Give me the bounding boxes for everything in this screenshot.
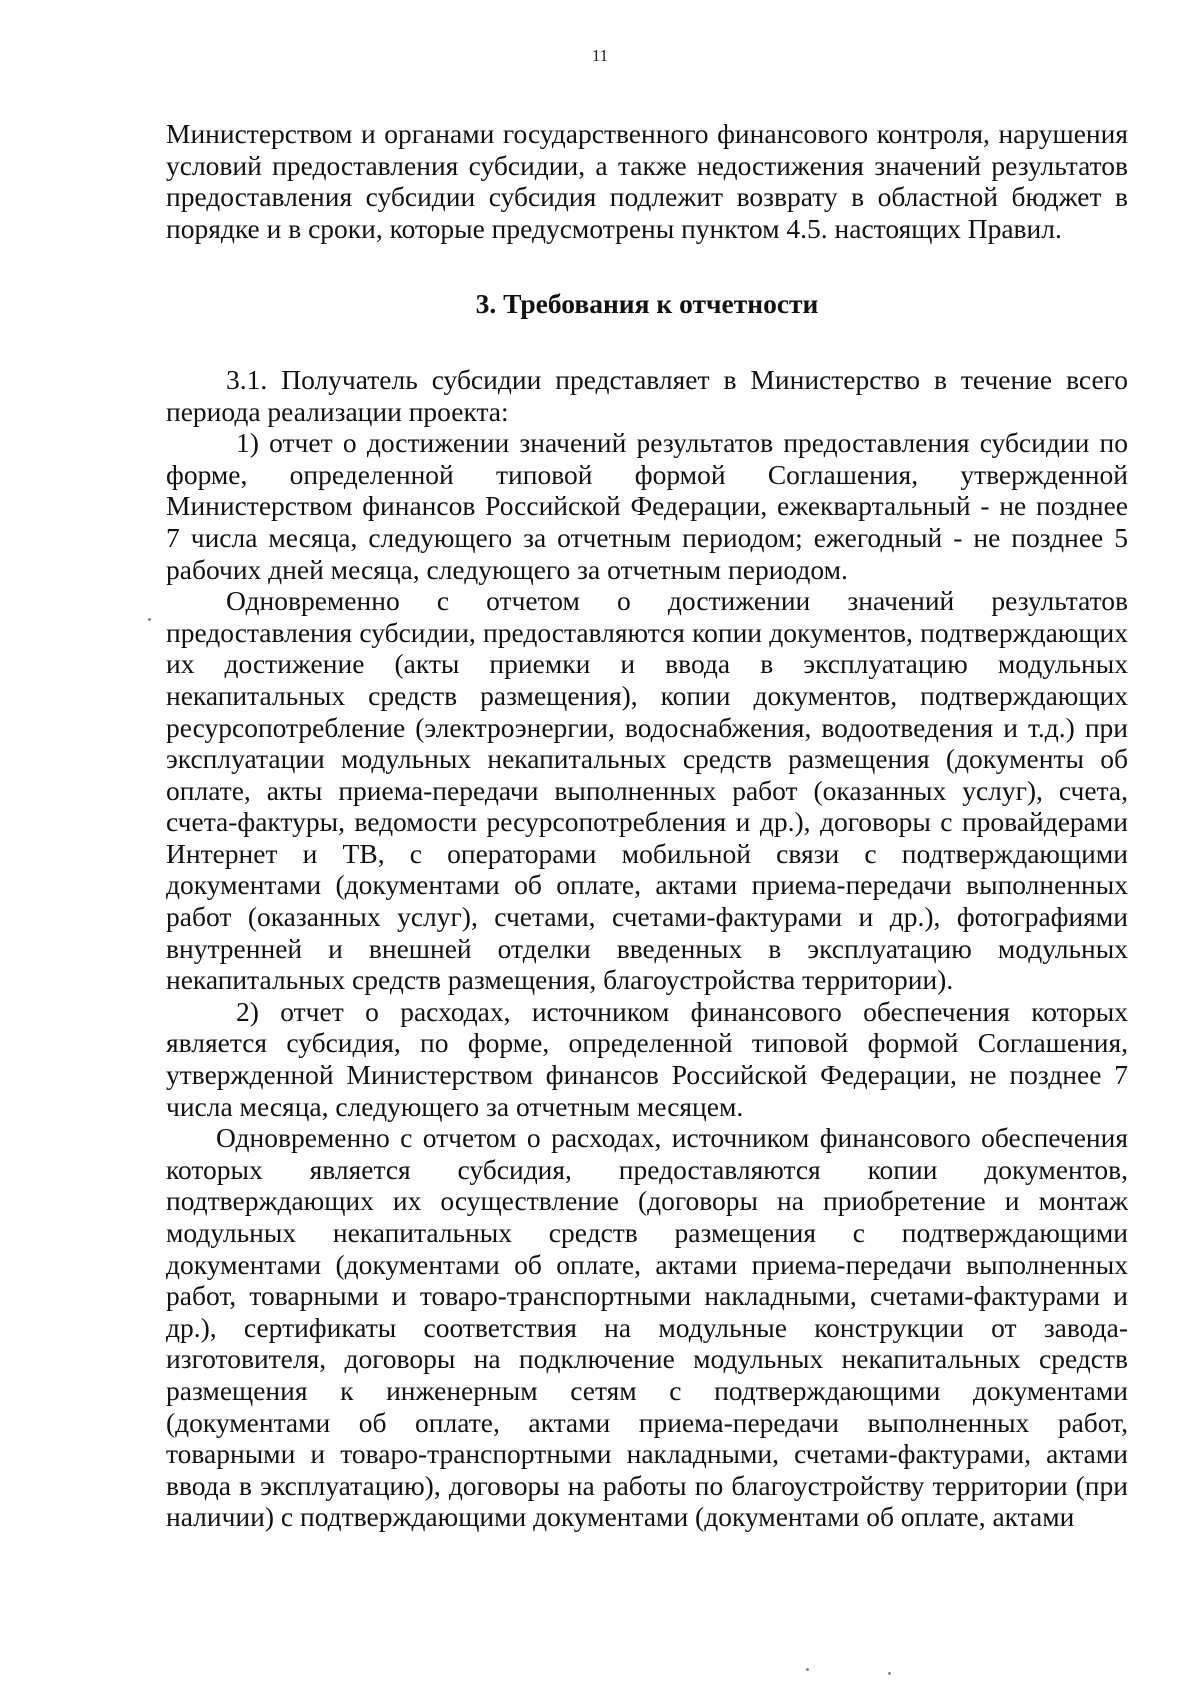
document-body xyxy=(166,118,1128,1533)
scan-speck xyxy=(148,618,151,621)
paragraph-item-1: 1) отчет о достижении значений результатов предоставления субсидии по форме, определенной типовой формой Соглашения, утвержденной Министерством финансов Российской Федерации, ежеквартальный - не позднее 7 числа месяца, следующего за отчетным периодом; ежегодный - не позднее 5 рабочих дней месяца, следующего за отчетным периодом. xyxy=(166,427,1128,585)
paragraph-item-1-documents: Одновременно с отчетом о достижении значений результатов предоставления субсидии, предоставляются копии документов, подтверждающих их достижение (акты приемки и ввода в эксплуатацию модульных некапитальных средств размещения), копии документов, подтверждающих ресурсопотребление (электроэнергии, водоснабжения, водоотведения и т.д.) при эксплуатации модульных некапитальных средств размещения (документы об оплате, акты приема-передачи выполненных работ (оказанных услуг), счета, счета-фактуры, ведомости ресурсопотребления и др.), договоры с провайдерами Интернет и ТВ, с операторами мобильной связи с подтверждающими документами (документами об оплате, актами приема-передачи выполненных работ (оказанных услуг), счетами, счетами-фактурами и др.), фотографиями внутренней и внешней отделки введенных в эксплуатацию модульных некапитальных средств размещения, благоустройства территории). xyxy=(166,585,1128,996)
paragraph-continuation: Министерством и органами государственного финансового контроля, нарушения условий предоставления субсидии, а также недостижения значений результатов предоставления субсидии субсидия подлежит возврату в областной бюджет в порядке и в сроки, которые предусмотрены пунктом 4.5. настоящих Правил. xyxy=(166,118,1128,244)
scan-speck xyxy=(806,1668,809,1671)
section-heading: 3. Требования к отчетности xyxy=(475,288,819,320)
page-number: 11 xyxy=(591,46,609,65)
paragraph-item-2-documents: Одновременно с отчетом о расходах, источником финансового обеспечения которых является субсидия, предоставляются копии документов, подтверждающих их осуществление (договоры на приобретение и монтаж модульных некапитальных средств размещения с подтверждающими документами (документами об оплате, актами приема-передачи выполненных работ, товарными и товаро-транспортными накладными, счетами-фактурами и др.), сертификаты соответствия на модульные конструкции от завода-изготовителя, договоры на подключение модульных некапитальных средств размещения к инженерным сетям с подтверждающими документами (документами об оплате, актами приема-передачи выполненных работ, товарными и товаро-транспортными накладными, счетами-фактурами, актами ввода в эксплуатацию), договоры на работы по благоустройству территории (при наличии) с подтверждающими документами (документами об оплате, актами xyxy=(166,1122,1128,1533)
paragraph-item-2: 2) отчет о расходах, источником финансового обеспечения которых является субсидия, по форме, определенной типовой формой Соглашения, утвержденной Министерством финансов Российской Федерации, не позднее 7 числа месяца, следующего за отчетным месяцем. xyxy=(166,995,1128,1122)
paragraph-3-1: 3.1. Получатель субсидии представляет в Министерство в течение всего периода реализации проекта: xyxy=(166,363,1128,427)
scan-speck xyxy=(888,1672,891,1675)
